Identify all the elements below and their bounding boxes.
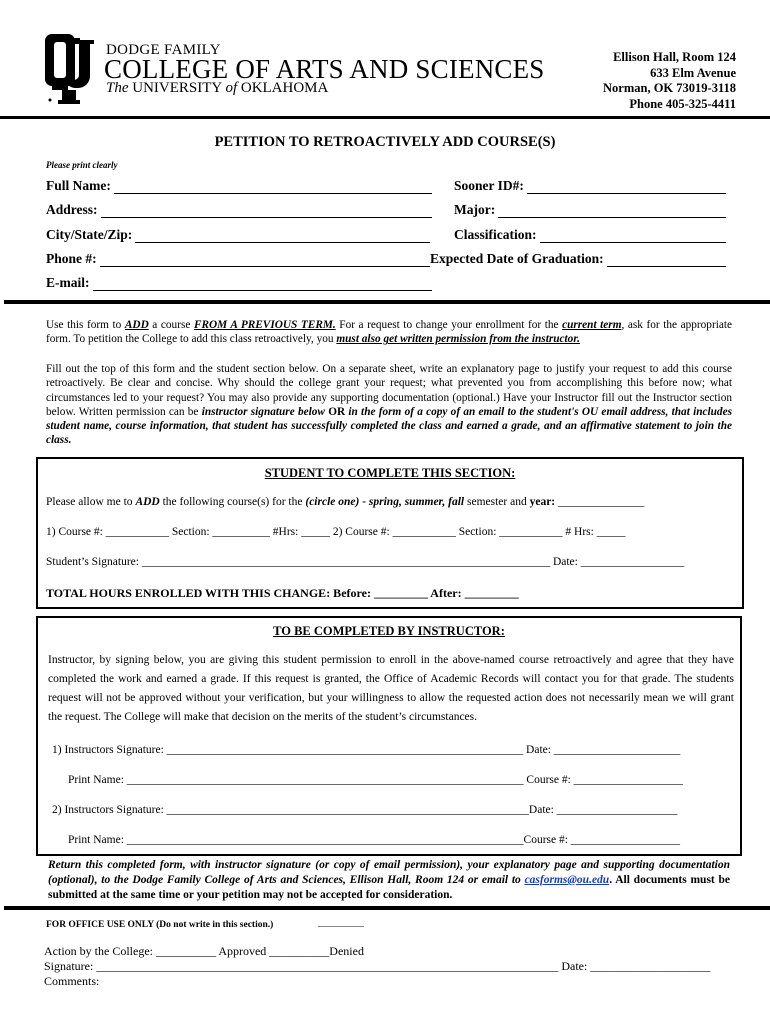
student-section <box>36 457 744 609</box>
student-signature-line[interactable]: Student’s Signature: _______________________________________________________________________ Date: __________________ <box>46 556 685 568</box>
intro-paragraph-2: Fill out the top of this form and the student section below. On a separate sheet, write an explanatory page to justify your request to add this course retroactively. Be clear and concise. Why should the college grant your request; what prevented you from accomplishing this before now; what circumstances led to your request? You may also provide any supporting documentation (optional.) Have your Instructor fill out the Instructor section below. Written permission can be instructor signature below OR in the form of a copy of an email to the student's OU email address, that includes student name, course information, that student has successfully completed the class and earned a grade, and an affirmative statement to join the class. <box>46 363 732 447</box>
phone-field[interactable]: Phone #: <box>46 251 430 267</box>
instructor-section-title: TO BE COMPLETED BY INSTRUCTOR: <box>273 624 505 638</box>
section-divider <box>4 300 770 304</box>
address-field[interactable]: Address: <box>46 202 432 218</box>
instructor-2-print-name-line[interactable]: Print Name: _____________________________________________________________________Course #: ___________________ <box>68 834 681 846</box>
course-entry-line[interactable]: 1) Course #: ___________ Section: __________ #Hrs: _____ 2) Course #: ___________ Section: ___________ # Hrs: _____ <box>46 526 626 538</box>
instructor-1-signature-line[interactable]: 1) Instructors Signature: ______________________________________________________________ Date: ______________________ <box>52 744 681 756</box>
office-use-title: FOR OFFICE USE ONLY (Do not write in this section.) <box>46 920 274 930</box>
casforms-email-link[interactable]: casforms@ou.edu <box>524 874 610 886</box>
classification-field[interactable]: Classification: <box>454 227 726 243</box>
instructor-2-signature-line[interactable]: 2) Instructors Signature: _______________________________________________________________Date: _____________________ <box>52 804 678 816</box>
college-action-line: Action by the College: __________ Approved __________Denied <box>44 944 364 958</box>
header-divider <box>0 116 770 119</box>
office-address: Ellison Hall, Room 124 633 Elm Avenue Norman, OK 73019-3118 Phone 405-325-4411 <box>603 50 736 111</box>
instructor-instructions: Instructor, by signing below, you are giving this student permission to enroll in the above-named course retroactively and agree that they have completed the work and earned a grade. If this request is granted, the Office of Academic Records will contact you for that grade. The students request will not be approved without your verification, but your willingness to allow the requested action does not necessarily mean we will grant the request. The College will make that decision on the merits of the student’s circumstances. <box>48 654 734 723</box>
instructor-section <box>36 616 742 856</box>
return-instructions: Return this completed form, with instructor signature (or copy of email permission), your explanatory page and supporting documentation (optional), to the Dodge Family College of Arts and Sciences, Ellison Hall, Room 124 or email to casforms@ou.edu. All documents must be submitted at the same time or your petition may not be accepted for consideration. <box>48 859 731 901</box>
student-section-title: STUDENT TO COMPLETE THIS SECTION: <box>264 466 516 480</box>
ou-logo-icon <box>44 34 98 104</box>
office-comments-line: Comments: <box>44 974 100 988</box>
university-name: The UNIVERSITY of OKLAHOMA <box>106 80 329 96</box>
graduation-date-field[interactable]: Expected Date of Graduation: <box>430 251 726 267</box>
college-small-title: DODGE FAMILY <box>106 42 221 58</box>
instructor-1-print-name-line[interactable]: Print Name: _____________________________________________________________________ Course #: ___________________ <box>68 774 683 786</box>
full-name-field[interactable]: Full Name: <box>46 178 432 194</box>
college-title: COLLEGE OF ARTS AND SCIENCES <box>104 54 545 84</box>
office-signature-line: Signature: _____________________________________________________________________________ Date: ____________________ <box>44 959 711 973</box>
form-title: PETITION TO RETROACTIVELY ADD COURSE(S) <box>214 134 556 150</box>
sooner-id-field[interactable]: Sooner ID#: <box>454 178 726 194</box>
major-field[interactable]: Major: <box>454 202 726 218</box>
email-field[interactable]: E-mail: <box>46 275 432 291</box>
print-clearly-note: Please print clearly <box>46 160 118 170</box>
total-hours-line[interactable]: TOTAL HOURS ENROLLED WITH THIS CHANGE: Before: _________ After: _________ <box>46 586 519 600</box>
office-dash <box>318 926 364 927</box>
semester-request-line[interactable]: Please allow me to ADD the following course(s) for the (circle one) - spring, summer, fall semester and year: _______________ <box>46 496 645 508</box>
city-state-zip-field[interactable]: City/State/Zip: <box>46 227 430 243</box>
office-divider <box>4 906 770 910</box>
intro-paragraph-1: Use this form to ADD a course FROM A PREVIOUS TERM. For a request to change your enrollment for the current term, ask for the appropriate form. To petition the College to add this class retroactively, you must also get written permission from the instructor. <box>46 319 733 346</box>
